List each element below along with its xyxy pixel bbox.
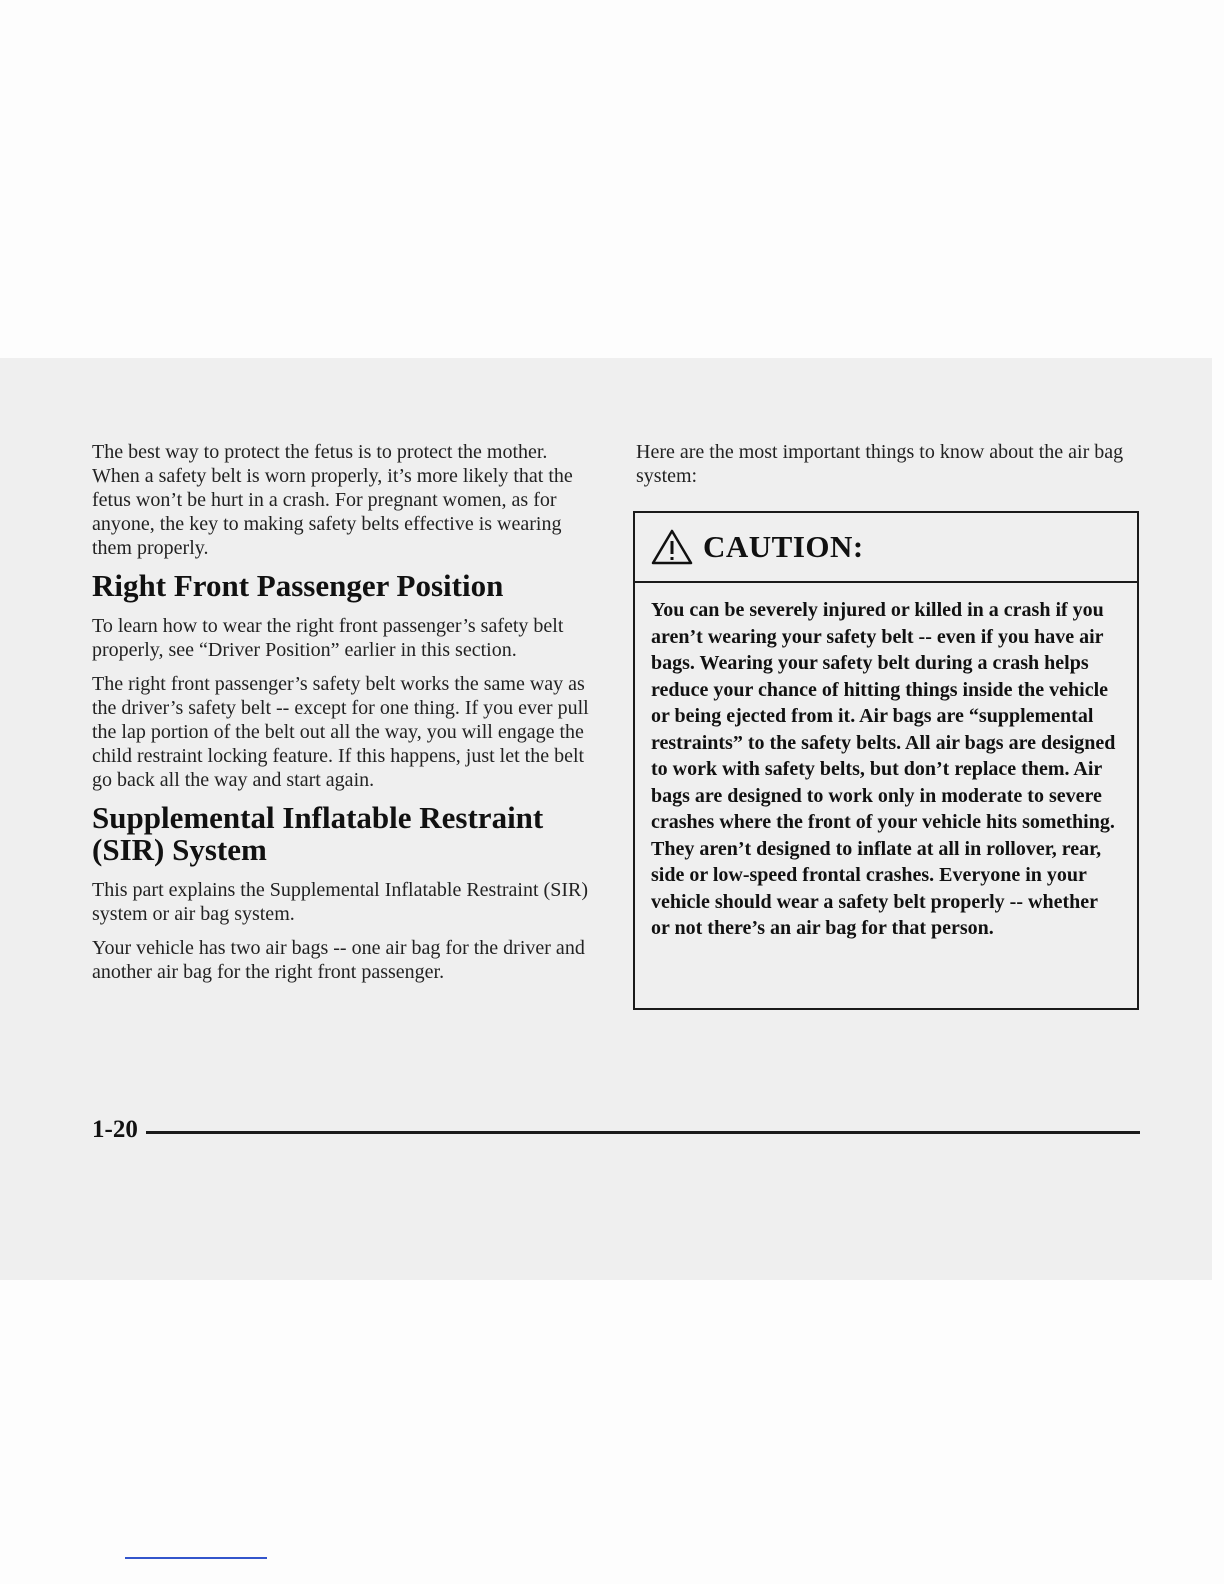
footer-rule [146,1131,1140,1134]
caution-title: CAUTION: [703,529,864,564]
caution-body: You can be severely injured or killed in a crash if you aren’t wearing your safety belt -- even if you have air bags. Wearing your safety belt during a crash helps reduce your chance of hitting things inside the vehicle or being ejected from it. Air bags are “supplemental restraints” to the safety belts. All air bags are designed to work with safety belts, but don’t replace them. Air bags are designed to work only in moderate to severe crashes where the front of your vehicle hits something. They aren’t designed to inflate at all in rollover, rear, side or low-speed frontal crashes. Everyone in your vehicle should wear a safety belt properly -- whether or not there’s an air bag for that person. [651,599,1116,939]
warning-triangle-icon [651,529,693,565]
link-underline[interactable] [125,1557,267,1559]
intro-paragraph: The best way to protect the fetus is to protect the mother. When a safety belt is worn properly, it’s more likely that the fetus won’t be hurt in a crash. For pregnant women, as for anyone, the key to making safety belts effective is wearing them properly. [92,441,573,559]
right-column [636,440,1141,498]
caution-header [635,513,1137,583]
heading-right-front-passenger: Right Front Passenger Position [92,568,504,603]
caution-box [633,511,1139,1010]
air-bag-intro-paragraph: Here are the most important things to know about the air bag system: [636,441,1124,487]
sir-explanation-paragraph: This part explains the Supplemental Inflatable Restraint (SIR) system or air bag system. [92,879,588,925]
heading-sir-system: Supplemental Inflatable Restraint (SIR) System [92,800,544,867]
page-number: 1-20 [92,1116,138,1143]
page-footer [92,1116,1140,1144]
passenger-position-paragraph: To learn how to wear the right front passenger’s safety belt properly, see “Driver Position” earlier in this section. [92,615,564,661]
passenger-belt-paragraph: The right front passenger’s safety belt works the same way as the driver’s safety belt -- except for one thing. If you ever pull the lap portion of the belt out all the way, you will engage the child restraint locking feature. If this happens, just let the belt go back all the way and start again. [92,673,589,791]
left-column [92,440,592,994]
air-bags-count-paragraph: Your vehicle has two air bags -- one air bag for the driver and another air bag for the right front passenger. [92,937,585,983]
